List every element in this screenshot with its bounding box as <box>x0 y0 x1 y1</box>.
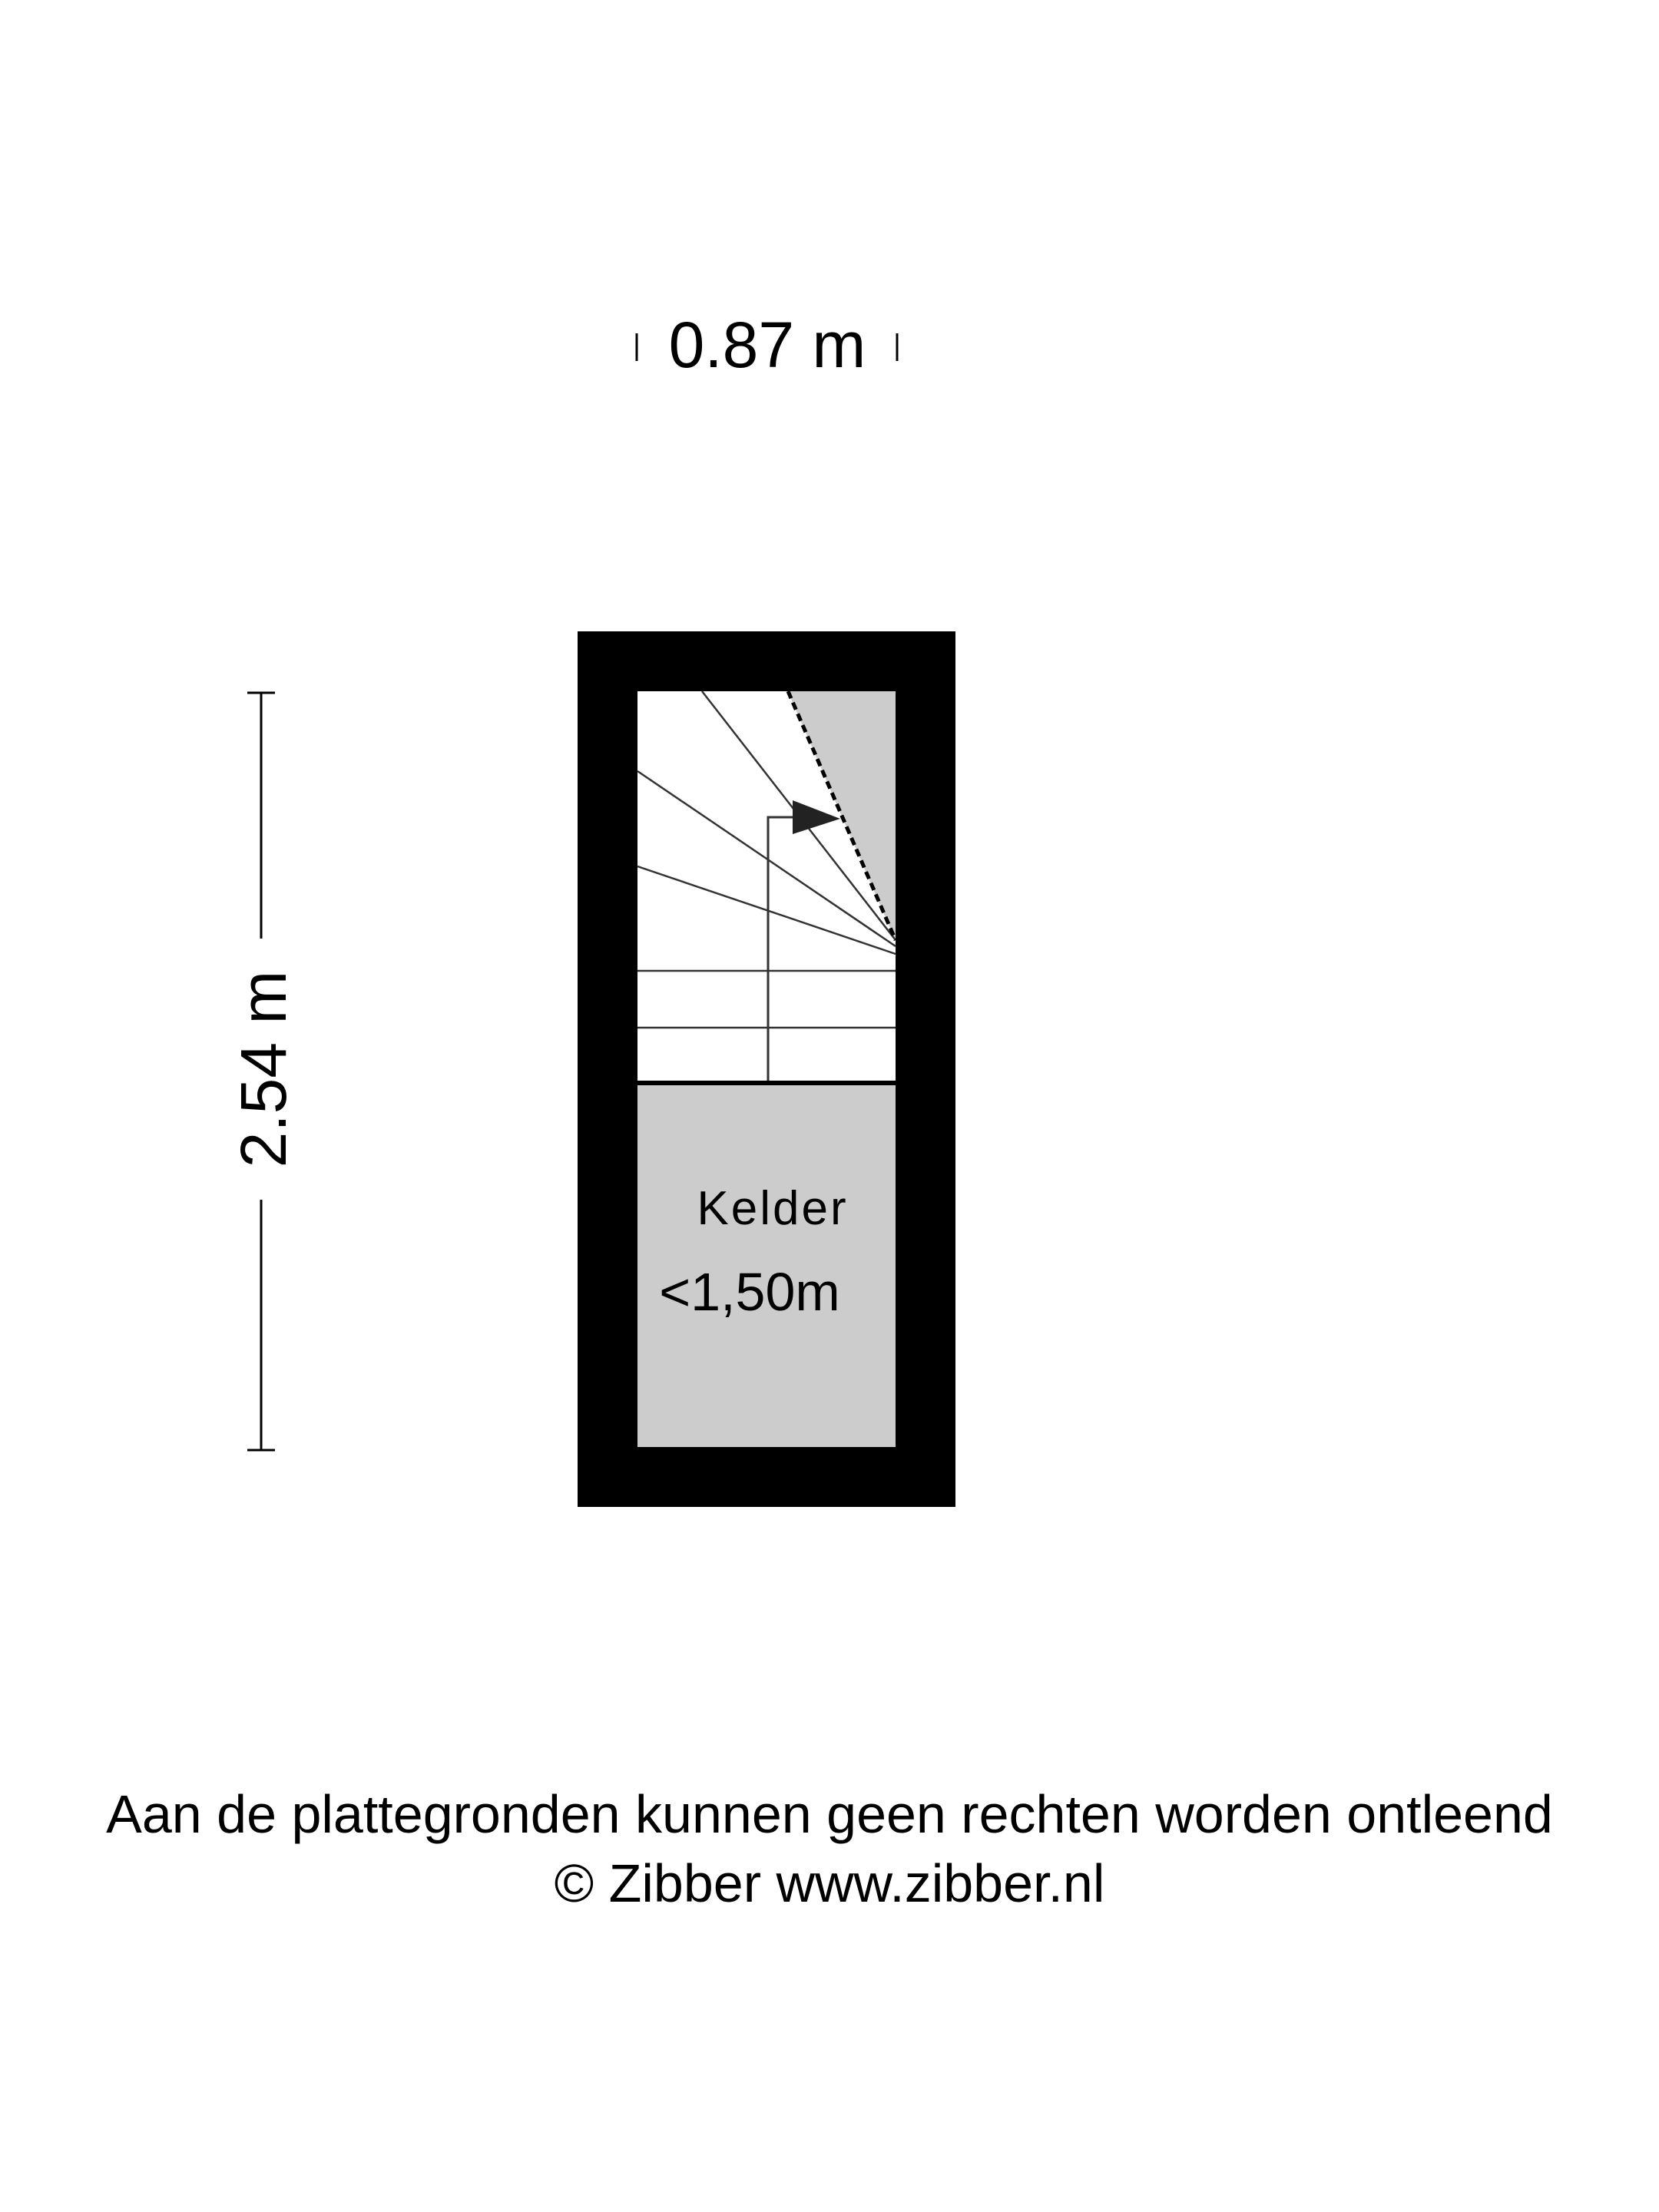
width-dimension <box>637 309 897 381</box>
height-dimension <box>227 693 300 1450</box>
copyright-text: © Zibber www.zibber.nl <box>554 1853 1105 1913</box>
height-dimension-label: 2.54 m <box>227 970 300 1168</box>
width-dimension-label: 0.87 m <box>668 309 866 381</box>
disclaimer-text: Aan de plattegronden kunnen geen rechten worden ontleend <box>106 1784 1553 1844</box>
room-height-note: <1,50m <box>659 1262 840 1322</box>
room-name: Kelder <box>697 1182 849 1235</box>
